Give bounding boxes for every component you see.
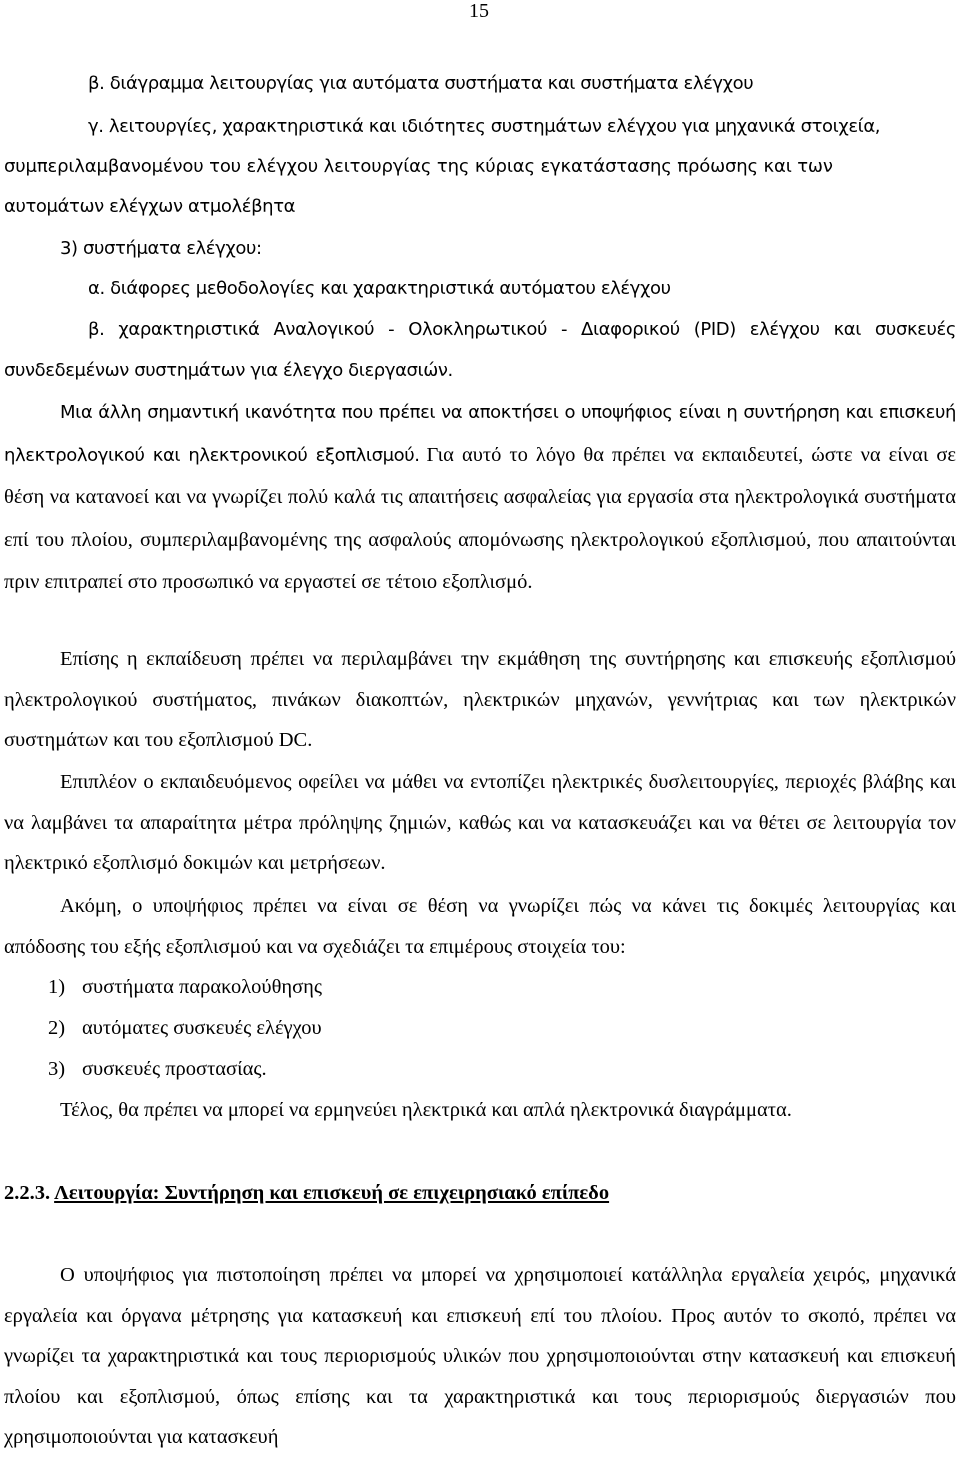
list-item: 3) συσκευές προστασίας. xyxy=(48,1058,267,1080)
section-number: 2.2.3. xyxy=(4,1182,51,1204)
paragraph-maintenance-part1: Μια άλλη σημαντική ικανότητα που πρέπει να αποκτήσει ο υποψήφιος είναι η συντήρηση και επισκευή ηλεκτρολογικού και ηλεκτρονικού εξοπλισμού. xyxy=(4,402,956,466)
page-number: 15 xyxy=(469,0,489,22)
closing-line: Τέλος, θα πρέπει να μπορεί να ερμηνεύει ηλεκτρικά και απλά ηλεκτρονικά διαγράμματα. xyxy=(60,1099,792,1121)
paragraph-maintenance-part2: Για αυτό το λόγο θα πρέπει να εκπαιδευτεί, ώστε να είναι σε θέση να κατανοεί και να γνωρίζει πολύ καλά τις απαιτήσεις ασφαλείας για εργασία στα ηλεκτρολογικά συστήματα επί του πλοίου, συμπεριλαμβανομένης της ασφαλούς απομόνωσης ηλεκτρολογικού εξοπλισμού, που απαιτούνται πριν επιτραπεί στο προσωπικό να εργαστεί σε τέτοιο εξοπλισμό. xyxy=(4,443,957,594)
paragraph-training: Επίσης η εκπαίδευση πρέπει να περιλαμβάνει την εκμάθηση της συντήρησης και επισκευής εξοπλισμού ηλεκτρολογικού συστήματος, πινάκων διακοπτών, ηλεκτρικών μηχανών, γεννήτριας και των ηλεκτρικών συστημάτων και του εξοπλισμού DC. xyxy=(4,648,956,752)
list-heading-control-systems: 3) συστήματα ελέγχου: xyxy=(60,238,262,259)
paragraph-equipment: Ακόμη, ο υποψήφιος πρέπει να είναι σε θέση να γνωρίζει πώς να κάνει τις δοκιμές λειτουργίας και απόδοσης του εξής εξοπλισμού και να σχεδιάζει τα επιμέρους στοιχεία του: xyxy=(4,895,956,958)
list-item: 2) αυτόματες συσκευές ελέγχου xyxy=(48,1017,322,1039)
section-title: Λειτουργία: Συντήρηση και επισκευή σε επιχειρησιακό επίπεδο xyxy=(54,1182,610,1204)
list-line-gamma-functions: γ. λειτουργίες, χαρακτηριστικά και ιδιότητες συστημάτων ελέγχου για μηχανικά στοιχεία, xyxy=(88,116,881,137)
list-line-beta-diagram: β. διάγραμμα λειτουργίας για αυτόματα συστήματα και συστήματα ελέγχου xyxy=(88,73,754,94)
list-line-gamma-continued: συμπεριλαμβανομένου του ελέγχου λειτουργίας της κύριας εγκατάστασης πρόωσης και των xyxy=(4,156,833,177)
section-heading xyxy=(4,1180,609,1206)
paragraph-maintenance xyxy=(4,393,956,605)
paragraph-faults: Επιπλέον ο εκπαιδευόμενος οφείλει να μάθει να εντοπίζει ηλεκτρικές δυσλειτουργίες, περιοχές βλάβης και να λαμβάνει τα απαραίτητα μέτρα πρόληψης ζημιών, καθώς και να κατασκευάζει και να θέτει σε λειτουργία τον ηλεκτρικό εξοπλισμό δοκιμών και μετρήσεων. xyxy=(4,771,956,875)
list-item: 1) συστήματα παρακολούθησης xyxy=(48,976,323,998)
list-line-alpha-methodologies: α. διάφορες μεθοδολογίες και χαρακτηριστικά αυτόματου ελέγχου xyxy=(88,278,671,299)
list-line-gamma-end: αυτομάτων ελέγχων ατμολέβητα xyxy=(4,196,296,217)
paragraph-tools: Ο υποψήφιος για πιστοποίηση πρέπει να μπορεί να χρησιμοποιεί κατάλληλα εργαλεία χειρός, μηχανικά εργαλεία και όργανα μέτρησης για κατασκευή και επισκευή επί του πλοίου. Προς αυτόν το σκοπό, πρέπει να γνωρίζει τα χαρακτηριστικά και τους περιορισμούς υλικών που χρησιμοποιούνται στην κατασκευή και επισκευή πλοίου και εξοπλισμού, όπως επίσης και τα χαρακτηριστικά και τους περιορισμούς διεργασιών που χρησιμοποιούνται για κατασκευή xyxy=(4,1264,956,1449)
paragraph-pid: β. χαρακτηριστικά Αναλογικού - Ολοκληρωτικού - Διαφορικού (PID) ελέγχου και συσκευές συνδεδεμένων συστημάτων για έλεγχο διεργασιών. xyxy=(4,319,956,381)
